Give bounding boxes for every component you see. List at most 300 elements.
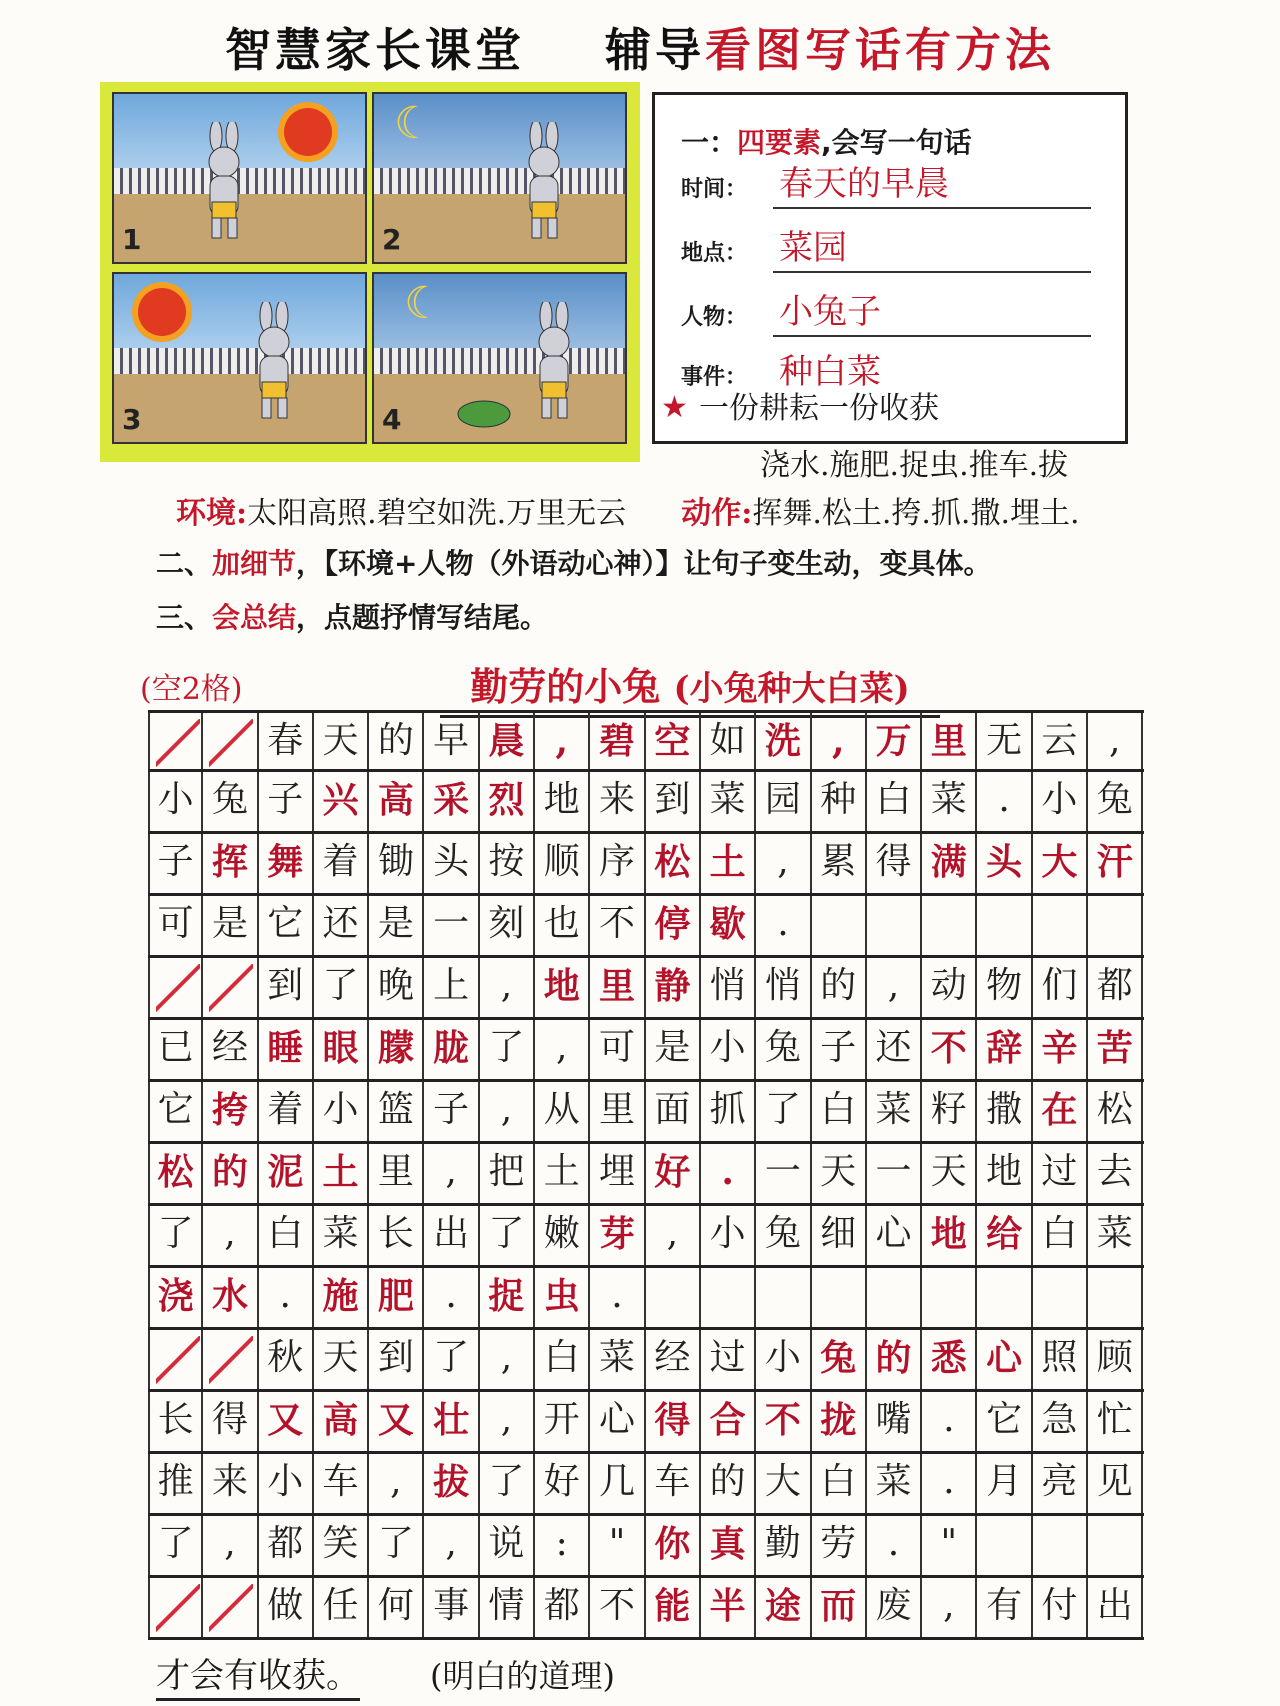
grid-cell: 大	[756, 1454, 811, 1513]
grid-cell: 情	[480, 1578, 535, 1637]
grid-cell: .	[259, 1268, 314, 1327]
grid-cell: 任	[314, 1578, 369, 1637]
grid-cell: ,	[535, 713, 590, 769]
grid-row	[148, 958, 1144, 1020]
grid-cell: 兴	[314, 772, 369, 831]
grid-cell: 小	[1033, 772, 1088, 831]
grid-cell: 它	[977, 1392, 1032, 1451]
grid-cell: .	[922, 1392, 977, 1451]
grid-cell: 菜	[867, 1454, 922, 1513]
grid-cell: 勤	[756, 1516, 811, 1575]
extra-actions: 浇水.施肥.捉虫.推车.拔	[760, 448, 1069, 483]
grid-cell: 洗	[756, 713, 811, 769]
grid-cell	[812, 896, 867, 955]
grid-cell: 亮	[1033, 1454, 1088, 1513]
grid-cell: 不	[756, 1392, 811, 1451]
panel-number: 2	[382, 223, 402, 256]
grid-cell: 兔	[756, 1020, 811, 1079]
grid-cell: 长	[148, 1392, 203, 1451]
indent-mark	[148, 958, 203, 1017]
harvest-note: 一份耕耘一份收获	[699, 391, 939, 426]
grid-cell: 了	[756, 1082, 811, 1141]
grid-cell: 得	[203, 1392, 258, 1451]
grid-cell: 有	[977, 1578, 1032, 1637]
grid-cell: 种	[812, 772, 867, 831]
grid-cell: 了	[314, 958, 369, 1017]
grid-cell: 刻	[480, 896, 535, 955]
grid-cell: 合	[701, 1392, 756, 1451]
indent-note: (空2格)	[140, 672, 243, 707]
grid-cell: ,	[480, 1082, 535, 1141]
grid-cell: 头	[977, 834, 1032, 893]
grid-cell: 菜	[1088, 1206, 1143, 1265]
grid-cell: 是	[369, 896, 424, 955]
grid-cell: 舞	[259, 834, 314, 893]
grid-row	[148, 1454, 1144, 1516]
title-part-3: 看图写话有方法	[705, 23, 1055, 77]
grid-cell: 如	[701, 713, 756, 769]
grid-cell: 又	[259, 1392, 314, 1451]
grid-cell: 里	[922, 713, 977, 769]
grid-cell	[1088, 1268, 1143, 1327]
grid-cell: .	[756, 896, 811, 955]
grid-cell: 见	[1088, 1454, 1143, 1513]
grid-cell: :	[535, 1516, 590, 1575]
grid-cell: .	[590, 1268, 645, 1327]
grid-cell: ,	[369, 1454, 424, 1513]
grid-cell: 做	[259, 1578, 314, 1637]
grid-cell: 天	[314, 1330, 369, 1389]
grid-cell: ,	[756, 834, 811, 893]
grid-cell	[867, 896, 922, 955]
grid-cell: 子	[259, 772, 314, 831]
grid-cell: 又	[369, 1392, 424, 1451]
grid-cell: 悄	[756, 958, 811, 1017]
comic-panel-1	[112, 92, 367, 264]
element-row-person: 人物： 小兔子	[681, 287, 1101, 337]
grid-cell: 付	[1033, 1578, 1088, 1637]
grid-cell: 松	[148, 1144, 203, 1203]
grid-cell: 几	[590, 1454, 645, 1513]
grid-cell: 来	[590, 772, 645, 831]
grid-cell: ,	[812, 713, 867, 769]
grid-cell: ,	[424, 1144, 479, 1203]
grid-cell: 云	[1033, 713, 1088, 769]
comic-panel-4	[372, 272, 627, 444]
grid-cell: 还	[867, 1020, 922, 1079]
grid-cell: 籽	[922, 1082, 977, 1141]
grid-cell: 急	[1033, 1392, 1088, 1451]
grid-cell: ,	[646, 1206, 701, 1265]
grid-cell: 停	[646, 896, 701, 955]
grid-cell: 车	[646, 1454, 701, 1513]
grid-cell: "	[590, 1516, 645, 1575]
grid-cell: 的	[203, 1144, 258, 1203]
moon-icon: ☾	[404, 278, 444, 329]
grid-cell: 土	[535, 1144, 590, 1203]
grid-cell: 不	[590, 1578, 645, 1637]
grid-cell: ,	[203, 1516, 258, 1575]
grid-cell: "	[922, 1516, 977, 1575]
grid-row	[148, 1206, 1144, 1268]
sun-icon	[138, 288, 186, 336]
grid-cell: ,	[867, 958, 922, 1017]
grid-cell: 睡	[259, 1020, 314, 1079]
environment-actions-row: 环境:太阳高照.碧空如洗.万里无云 动作:挥舞.松土.挎.抓.撒.埋土.	[176, 496, 1080, 531]
grid-cell: 施	[314, 1268, 369, 1327]
grid-cell: 一	[867, 1144, 922, 1203]
grid-cell: ,	[203, 1206, 258, 1265]
grid-cell: 头	[424, 834, 479, 893]
grid-cell: 的	[812, 958, 867, 1017]
grid-cell: 何	[369, 1578, 424, 1637]
grid-cell: 累	[812, 834, 867, 893]
title-part-1: 智慧家长课堂	[224, 23, 525, 77]
grid-cell: 土	[314, 1144, 369, 1203]
grid-cell: 地	[535, 772, 590, 831]
four-elements-box	[652, 92, 1128, 444]
grid-cell: 子	[812, 1020, 867, 1079]
grid-cell: ,	[480, 1392, 535, 1451]
grid-cell: 拢	[812, 1392, 867, 1451]
grid-cell: 了	[480, 1454, 535, 1513]
indent-mark	[148, 713, 203, 769]
grid-cell: 都	[259, 1516, 314, 1575]
grid-cell: 小	[148, 772, 203, 831]
grid-cell: .	[922, 1454, 977, 1513]
grid-cell: 菜	[701, 772, 756, 831]
grid-cell: 得	[867, 834, 922, 893]
grid-row	[148, 1268, 1144, 1330]
grid-cell: 胧	[424, 1020, 479, 1079]
grid-cell: 兔	[1088, 772, 1143, 831]
grid-cell: 肥	[369, 1268, 424, 1327]
grid-cell	[977, 896, 1032, 955]
grid-row	[148, 1516, 1144, 1578]
grid-cell: 心	[977, 1330, 1032, 1389]
element-row-place: 地点： 菜园	[681, 223, 1101, 273]
grid-cell: 拔	[424, 1454, 479, 1513]
grid-cell: 经	[203, 1020, 258, 1079]
grid-cell: 也	[535, 896, 590, 955]
grid-cell: 大	[1033, 834, 1088, 893]
grid-cell: 小	[314, 1082, 369, 1141]
grid-cell: 你	[646, 1516, 701, 1575]
grid-cell: 去	[1088, 1144, 1143, 1203]
grid-cell: 嘴	[867, 1392, 922, 1451]
grid-cell: 汗	[1088, 834, 1143, 893]
title-part-2: 辅导	[605, 23, 705, 77]
grid-cell: 途	[756, 1578, 811, 1637]
grid-cell: 们	[1033, 958, 1088, 1017]
grid-cell: 是	[203, 896, 258, 955]
grid-cell: 碧	[590, 713, 645, 769]
grid-cell: 早	[424, 713, 479, 769]
grid-cell: 给	[977, 1206, 1032, 1265]
indent-mark	[148, 1330, 203, 1389]
grid-cell: 地	[922, 1206, 977, 1265]
grid-cell: 白	[259, 1206, 314, 1265]
grid-cell: 地	[535, 958, 590, 1017]
grid-cell: 白	[867, 772, 922, 831]
grid-cell: 秋	[259, 1330, 314, 1389]
grid-row	[148, 896, 1144, 958]
grid-cell: 都	[1088, 958, 1143, 1017]
grid-cell: 菜	[314, 1206, 369, 1265]
four-elements-heading: 一：四要素,会写一句话	[681, 126, 972, 159]
grid-cell: 兔	[812, 1330, 867, 1389]
grid-cell: 了	[424, 1330, 479, 1389]
grid-cell	[867, 1268, 922, 1327]
grid-cell: 了	[148, 1206, 203, 1265]
grid-cell: 小	[756, 1330, 811, 1389]
grid-cell: 好	[535, 1454, 590, 1513]
grid-cell: 心	[590, 1392, 645, 1451]
grid-cell: 而	[812, 1578, 867, 1637]
grid-cell: 顺	[535, 834, 590, 893]
grid-row	[148, 772, 1144, 834]
grid-row	[148, 1020, 1144, 1082]
grid-cell: 半	[701, 1578, 756, 1637]
grid-cell: 一	[424, 896, 479, 955]
grid-cell: .	[977, 772, 1032, 831]
grid-cell: ,	[1088, 713, 1143, 769]
grid-cell: 出	[1088, 1578, 1143, 1637]
grid-cell: 白	[1033, 1206, 1088, 1265]
grid-cell: 小	[259, 1454, 314, 1513]
panel-number: 4	[382, 403, 402, 436]
grid-cell: 松	[1088, 1082, 1143, 1141]
grid-cell	[756, 1268, 811, 1327]
grid-cell: 上	[424, 958, 479, 1017]
grid-cell: 物	[977, 958, 1032, 1017]
rabbit-figure	[194, 122, 256, 240]
rabbit-figure	[514, 122, 576, 240]
grid-cell: 白	[812, 1454, 867, 1513]
grid-row	[148, 1578, 1144, 1640]
grid-row	[148, 1392, 1144, 1454]
grid-cell: 劳	[812, 1516, 867, 1575]
rule-three: 三、会总结，点题抒情写结尾。	[156, 601, 549, 634]
grid-cell: ,	[424, 1516, 479, 1575]
grid-cell: 高	[369, 772, 424, 831]
grid-cell: 动	[922, 958, 977, 1017]
comic-strip-image	[100, 82, 640, 462]
grid-row	[148, 1082, 1144, 1144]
grid-cell: 按	[480, 834, 535, 893]
grid-cell: 菜	[867, 1082, 922, 1141]
grid-cell: 挥	[203, 834, 258, 893]
grid-cell: 辞	[977, 1020, 1032, 1079]
grid-cell: 的	[369, 713, 424, 769]
grid-cell: 歇	[701, 896, 756, 955]
grid-cell: 还	[314, 896, 369, 955]
indent-mark	[148, 1578, 203, 1637]
grid-cell: 到	[646, 772, 701, 831]
grid-cell: 了	[148, 1516, 203, 1575]
grid-cell: 可	[590, 1020, 645, 1079]
grid-cell: 悉	[922, 1330, 977, 1389]
grid-cell: 都	[535, 1578, 590, 1637]
grid-cell: 静	[646, 958, 701, 1017]
star-icon: ★	[661, 390, 688, 425]
grid-cell: 出	[424, 1206, 479, 1265]
grid-cell: 眼	[314, 1020, 369, 1079]
indent-mark	[203, 713, 258, 769]
grid-cell: 已	[148, 1020, 203, 1079]
grid-cell: 得	[646, 1392, 701, 1451]
indent-mark	[203, 1330, 258, 1389]
grid-cell: 壮	[424, 1392, 479, 1451]
grid-cell: 挎	[203, 1082, 258, 1141]
cabbage-icon	[454, 394, 514, 428]
rabbit-figure	[524, 302, 586, 420]
grid-cell: 朦	[369, 1020, 424, 1079]
grid-cell: 悄	[701, 958, 756, 1017]
grid-cell: 嫩	[535, 1206, 590, 1265]
grid-cell: 无	[977, 713, 1032, 769]
moon-icon: ☾	[394, 98, 434, 149]
element-row-event: 事件： 种白菜	[681, 352, 881, 392]
grid-cell: 小	[701, 1206, 756, 1265]
grid-cell	[1033, 1516, 1088, 1575]
grid-cell: 里	[590, 958, 645, 1017]
grid-cell: ,	[535, 1020, 590, 1079]
grid-cell: 天	[922, 1144, 977, 1203]
grid-cell: 在	[1033, 1082, 1088, 1141]
grid-cell: 来	[203, 1454, 258, 1513]
grid-cell: 虫	[535, 1268, 590, 1327]
grid-cell: 车	[314, 1454, 369, 1513]
grid-cell: 抓	[701, 1082, 756, 1141]
grid-cell: 不	[590, 896, 645, 955]
grid-cell: 说	[480, 1516, 535, 1575]
grid-cell: 小	[701, 1020, 756, 1079]
grid-cell: ,	[480, 958, 535, 1017]
grid-cell: .	[867, 1516, 922, 1575]
grid-cell: 埋	[590, 1144, 645, 1203]
grid-cell: ,	[480, 1330, 535, 1389]
panel-number: 1	[122, 223, 142, 256]
grid-cell: 到	[369, 1330, 424, 1389]
grid-cell: 顾	[1088, 1330, 1143, 1389]
grid-cell: 月	[977, 1454, 1032, 1513]
panel-number: 3	[122, 403, 142, 436]
page-title	[0, 14, 1280, 80]
grid-cell	[646, 1268, 701, 1327]
grid-cell	[1088, 896, 1143, 955]
indent-mark	[203, 1578, 258, 1637]
grid-cell: .	[424, 1268, 479, 1327]
grid-cell: 长	[369, 1206, 424, 1265]
grid-cell: 菜	[922, 772, 977, 831]
grid-cell: 泥	[259, 1144, 314, 1203]
grid-cell: 它	[148, 1082, 203, 1141]
grid-cell: 里	[590, 1082, 645, 1141]
grid-cell: 兔	[756, 1206, 811, 1265]
sun-icon	[284, 108, 332, 156]
grid-cell: 着	[314, 834, 369, 893]
essay-grid	[148, 710, 1144, 1640]
grid-cell: 菜	[590, 1330, 645, 1389]
grid-cell: 笑	[314, 1516, 369, 1575]
grid-cell: 了	[480, 1206, 535, 1265]
grid-cell: 可	[148, 896, 203, 955]
grid-cell: 篮	[369, 1082, 424, 1141]
grid-cell	[977, 1516, 1032, 1575]
grid-cell: 土	[701, 834, 756, 893]
grid-cell: 春	[259, 713, 314, 769]
grid-cell: 忙	[1088, 1392, 1143, 1451]
grid-row	[148, 834, 1144, 896]
grid-cell: 捉	[480, 1268, 535, 1327]
grid-cell	[812, 1268, 867, 1327]
grid-cell: 撒	[977, 1082, 1032, 1141]
grid-cell	[922, 896, 977, 955]
grid-cell: 万	[867, 713, 922, 769]
grid-cell: 天	[812, 1144, 867, 1203]
comic-panel-2	[372, 92, 627, 264]
grid-cell: 水	[203, 1268, 258, 1327]
grid-cell: 芽	[590, 1206, 645, 1265]
grid-cell: 了	[369, 1516, 424, 1575]
grid-cell: 浇	[148, 1268, 203, 1327]
grid-cell: 不	[922, 1020, 977, 1079]
grid-cell: 开	[535, 1392, 590, 1451]
grid-cell: 锄	[369, 834, 424, 893]
grid-cell: 园	[756, 772, 811, 831]
grid-cell: 到	[259, 958, 314, 1017]
grid-cell: 它	[259, 896, 314, 955]
grid-cell: 里	[369, 1144, 424, 1203]
grid-cell: 事	[424, 1578, 479, 1637]
grid-cell: 辛	[1033, 1020, 1088, 1079]
grid-cell	[701, 1268, 756, 1327]
element-row-time: 时间： 春天的早晨	[681, 159, 1101, 209]
grid-row	[148, 1144, 1144, 1206]
grid-cell: 的	[701, 1454, 756, 1513]
grid-cell: 采	[424, 772, 479, 831]
grid-cell: 废	[867, 1578, 922, 1637]
grid-cell: 面	[646, 1082, 701, 1141]
grid-cell: ,	[922, 1578, 977, 1637]
indent-mark	[203, 958, 258, 1017]
grid-cell: 晨	[480, 713, 535, 769]
grid-cell: 子	[424, 1082, 479, 1141]
grid-cell: 松	[646, 834, 701, 893]
grid-cell: 着	[259, 1082, 314, 1141]
comic-panel-3	[112, 272, 367, 444]
grid-cell: 高	[314, 1392, 369, 1451]
grid-cell: 地	[977, 1144, 1032, 1203]
grid-cell: 真	[701, 1516, 756, 1575]
grid-cell: 好	[646, 1144, 701, 1203]
grid-cell	[1033, 896, 1088, 955]
grid-cell	[922, 1268, 977, 1327]
grid-cell: 序	[590, 834, 645, 893]
grid-cell: 苦	[1088, 1020, 1143, 1079]
grid-cell: 过	[701, 1330, 756, 1389]
grid-cell: 能	[646, 1578, 701, 1637]
grid-cell: 子	[148, 834, 203, 893]
grid-cell: 了	[480, 1020, 535, 1079]
grid-cell: 白	[535, 1330, 590, 1389]
grid-cell: 一	[756, 1144, 811, 1203]
grid-cell: 的	[867, 1330, 922, 1389]
grid-cell: 从	[535, 1082, 590, 1141]
grid-row	[148, 1330, 1144, 1392]
grid-cell: 满	[922, 834, 977, 893]
